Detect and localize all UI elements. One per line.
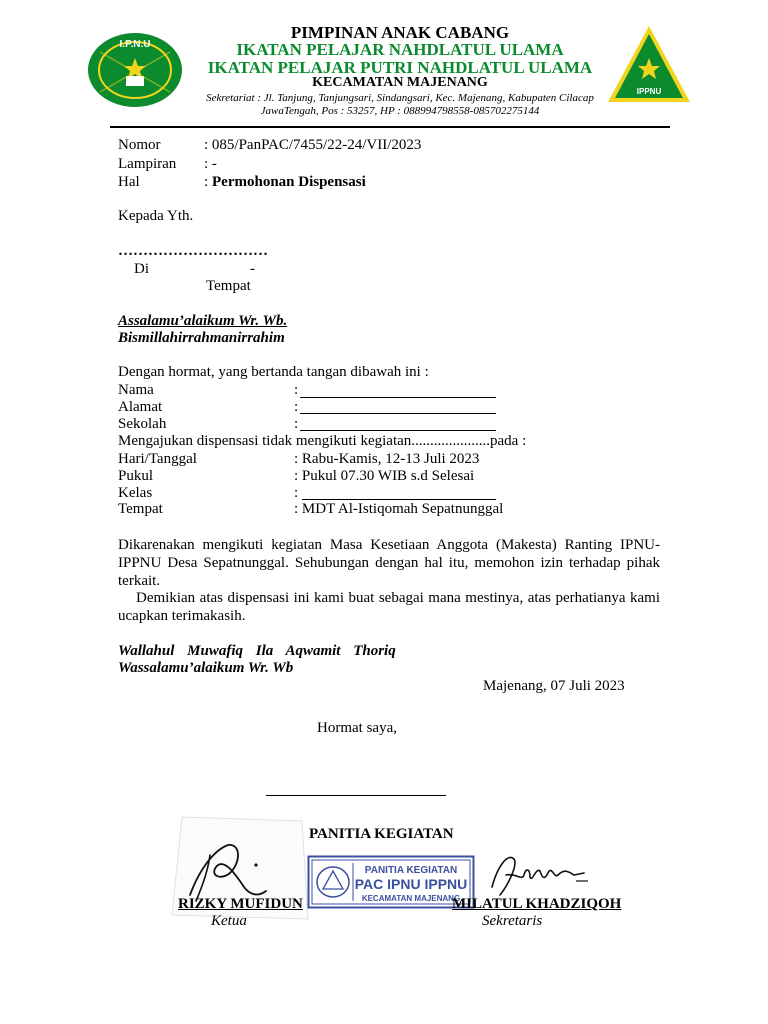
basmalah: Bismillahirrahmanirrahim: [118, 330, 285, 346]
hormat-saya: Hormat saya,: [317, 720, 397, 736]
tempat-label: Tempat: [206, 278, 251, 294]
left-logo-text: I.P.N.U: [119, 39, 151, 50]
hari-label: Hari/Tanggal: [118, 451, 197, 467]
stamp-line-1: PANITIA KEGIATAN: [364, 865, 458, 876]
signature-line: [266, 795, 446, 796]
lampiran-value: : -: [204, 156, 217, 172]
chair-role: Ketua: [211, 913, 247, 929]
tempat-kegiatan-label: Tempat: [118, 501, 163, 517]
body-paragraph-2: Demikian atas dispensasi ini kami buat sebagai mana mestinya, atas perhatianya kami ucapkan terimakasih.: [118, 590, 660, 624]
closing-salam: Wassalamu’alaikum Wr. Wb: [118, 660, 294, 676]
committee-stamp: [307, 855, 475, 909]
stamp-line-3: KECAMATAN MAJENANG: [361, 894, 461, 903]
nomor-value: : 085/PanPAC/7455/22-24/VII/2023: [204, 137, 422, 153]
di-dash: -: [250, 261, 255, 277]
hal-label: Hal: [118, 174, 140, 190]
sekolah-label: Sekolah: [118, 416, 167, 432]
secretary-name: MILATUL KHADZIQOH: [452, 896, 622, 912]
di-label: Di: [134, 261, 149, 277]
pukul-label: Pukul: [118, 468, 154, 484]
tempat-kegiatan-value: : MDT Al-Istiqomah Sepatnunggal: [294, 501, 504, 517]
hari-value: : Rabu-Kamis, 12-13 Juli 2023: [294, 451, 480, 467]
ippnu-logo: [606, 24, 692, 106]
kepada-yth: Kepada Yth.: [118, 208, 194, 224]
kelas-blank-line: [302, 499, 496, 500]
lampiran-label: Lampiran: [118, 156, 177, 172]
org-line-2: IKATAN PELAJAR NAHDLATUL ULAMA: [236, 40, 564, 59]
sekolah-colon: :: [294, 416, 299, 432]
address-line-2: JawaTengah, Pos : 53257, HP : 088994798558-085702275144: [260, 105, 540, 117]
hal-value: Permohonan Dispensasi: [212, 174, 366, 190]
right-logo-text: IPPNU: [636, 87, 662, 96]
header-rule: [110, 126, 670, 128]
nomor-label: Nomor: [118, 137, 161, 153]
org-line-1: PIMPINAN ANAK CABANG: [290, 23, 510, 42]
sekolah-blank-line: [300, 430, 496, 431]
kelas-colon: :: [294, 485, 299, 501]
recipient-dots: …………………………: [118, 243, 268, 259]
secretary-role: Sekretaris: [482, 913, 543, 929]
org-line-4: KECAMATAN MAJENANG: [312, 75, 488, 90]
alamat-blank-line: [300, 413, 496, 414]
committee-title: PANITIA KEGIATAN: [309, 826, 454, 842]
nama-colon: :: [294, 382, 299, 398]
pukul-value: : Pukul 07.30 WIB s.d Selesai: [294, 468, 475, 484]
org-line-3: IKATAN PELAJAR PUTRI NAHDLATUL ULAMA: [207, 58, 593, 77]
nama-label: Nama: [118, 382, 154, 398]
salam-opening: Assalamu’alaikum Wr. Wb.: [118, 313, 288, 329]
ipnu-logo: [86, 30, 184, 110]
alamat-colon: :: [294, 399, 299, 415]
address-line-1: Sekretariat : Jl. Tanjung, Tanjungsari, Sindangsari, Kec. Majenang, Kabupaten Cilacap: [206, 92, 594, 104]
closing-motto: Wallahul Muwafiq Ila Aqwamit Thoriq: [118, 643, 396, 659]
request-text: Mengajukan dispensasi tidak mengikuti kegiatan.....................pada :: [118, 433, 527, 449]
alamat-label: Alamat: [118, 399, 163, 415]
stamp-line-2: PAC IPNU IPPNU: [354, 876, 468, 892]
chair-name: RIZKY MUFIDUN: [178, 896, 303, 912]
intro-text: Dengan hormat, yang bertanda tangan dibawah ini :: [118, 364, 429, 380]
nama-blank-line: [300, 397, 496, 398]
place-date: Majenang, 07 Juli 2023: [483, 678, 625, 694]
kelas-label: Kelas: [118, 485, 153, 501]
hal-colon: :: [204, 174, 209, 190]
body-paragraph-1: Dikarenakan mengikuti kegiatan Masa Kesetiaan Anggota (Makesta) Ranting IPNU-IPPNU Desa Sepatnunggal. Sehubungan dengan hal itu, memohon izin terhadap pihak terkait.: [118, 537, 660, 589]
